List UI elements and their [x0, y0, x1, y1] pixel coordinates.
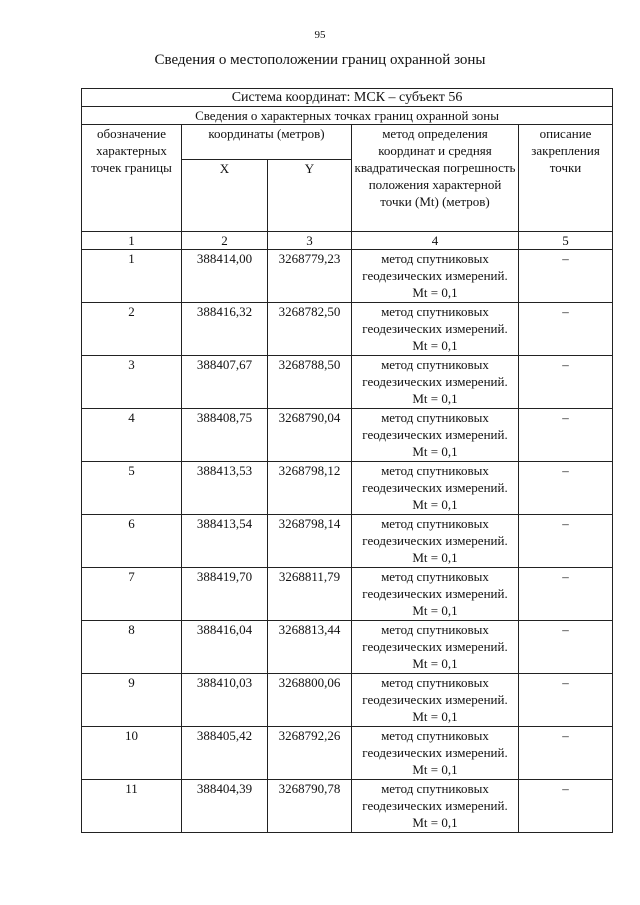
point-cell: 7 [82, 568, 182, 621]
y-coordinate-cell: 3268788,50 [268, 356, 352, 409]
column-number: 4 [352, 232, 519, 250]
description-cell: – [519, 621, 613, 674]
method-cell: метод спутниковых геодезических измерений. Mt = 0,1 [352, 621, 519, 674]
header-point: обозначение характерных точек границы [82, 125, 182, 232]
page-number: 95 [314, 29, 326, 41]
description-cell: – [519, 356, 613, 409]
table-subtitle-cell: Сведения о характерных точках границ охранной зоны [82, 107, 613, 125]
point-cell: 1 [82, 250, 182, 303]
table-row [82, 674, 613, 727]
description-cell: – [519, 462, 613, 515]
method-cell: метод спутниковых геодезических измерений. Mt = 0,1 [352, 356, 519, 409]
table-row [82, 780, 613, 833]
y-coordinate-cell: 3268790,04 [268, 409, 352, 462]
description-cell: – [519, 515, 613, 568]
description-cell: – [519, 727, 613, 780]
table-row [82, 727, 613, 780]
method-cell: метод спутниковых геодезических измерений. Mt = 0,1 [352, 727, 519, 780]
description-cell: – [519, 674, 613, 727]
header-description: описание закрепления точки [519, 125, 613, 232]
y-coordinate-cell: 3268811,79 [268, 568, 352, 621]
x-coordinate-cell: 388405,42 [182, 727, 268, 780]
point-cell: 2 [82, 303, 182, 356]
point-cell: 9 [82, 674, 182, 727]
y-coordinate-cell: 3268779,23 [268, 250, 352, 303]
header-x: X [182, 160, 268, 232]
method-cell: метод спутниковых геодезических измерений. Mt = 0,1 [352, 250, 519, 303]
header-coords: координаты (метров) [182, 125, 352, 160]
column-number: 5 [519, 232, 613, 250]
x-coordinate-cell: 388410,03 [182, 674, 268, 727]
y-coordinate-cell: 3268798,12 [268, 462, 352, 515]
header-method: метод определения координат и средняя квадратическая погрешность положения характерной точки (Mt) (метров) [352, 125, 519, 232]
y-coordinate-cell: 3268790,78 [268, 780, 352, 833]
x-coordinate-cell: 388416,32 [182, 303, 268, 356]
header-y: Y [268, 160, 352, 232]
column-number: 1 [82, 232, 182, 250]
table-row [82, 409, 613, 462]
column-number: 3 [268, 232, 352, 250]
description-cell: – [519, 250, 613, 303]
table-row [82, 250, 613, 303]
method-cell: метод спутниковых геодезических измерений. Mt = 0,1 [352, 462, 519, 515]
page-title: Сведения о местоположении границ охранной зоны [154, 52, 486, 68]
table-row [82, 303, 613, 356]
table-row [82, 621, 613, 674]
point-cell: 4 [82, 409, 182, 462]
column-number: 2 [182, 232, 268, 250]
x-coordinate-cell: 388414,00 [182, 250, 268, 303]
table-row [82, 462, 613, 515]
method-cell: метод спутниковых геодезических измерений. Mt = 0,1 [352, 303, 519, 356]
point-cell: 8 [82, 621, 182, 674]
x-coordinate-cell: 388419,70 [182, 568, 268, 621]
description-cell: – [519, 568, 613, 621]
method-cell: метод спутниковых геодезических измерений. Mt = 0,1 [352, 515, 519, 568]
method-cell: метод спутниковых геодезических измерений. Mt = 0,1 [352, 409, 519, 462]
x-coordinate-cell: 388404,39 [182, 780, 268, 833]
y-coordinate-cell: 3268813,44 [268, 621, 352, 674]
table-row [82, 515, 613, 568]
coordinates-table [81, 88, 613, 833]
point-cell: 10 [82, 727, 182, 780]
x-coordinate-cell: 388413,54 [182, 515, 268, 568]
x-coordinate-cell: 388413,53 [182, 462, 268, 515]
description-cell: – [519, 409, 613, 462]
method-cell: метод спутниковых геодезических измерений. Mt = 0,1 [352, 780, 519, 833]
description-cell: – [519, 303, 613, 356]
description-cell: – [519, 780, 613, 833]
table-row [82, 356, 613, 409]
point-cell: 11 [82, 780, 182, 833]
x-coordinate-cell: 388416,04 [182, 621, 268, 674]
table-row [82, 568, 613, 621]
x-coordinate-cell: 388408,75 [182, 409, 268, 462]
y-coordinate-cell: 3268792,26 [268, 727, 352, 780]
point-cell: 3 [82, 356, 182, 409]
y-coordinate-cell: 3268800,06 [268, 674, 352, 727]
point-cell: 6 [82, 515, 182, 568]
coordinate-system-cell: Система координат: МСК – субъект 56 [82, 89, 613, 107]
point-cell: 5 [82, 462, 182, 515]
column-numbers-row [82, 232, 613, 250]
method-cell: метод спутниковых геодезических измерений. Mt = 0,1 [352, 568, 519, 621]
y-coordinate-cell: 3268782,50 [268, 303, 352, 356]
method-cell: метод спутниковых геодезических измерений. Mt = 0,1 [352, 674, 519, 727]
x-coordinate-cell: 388407,67 [182, 356, 268, 409]
y-coordinate-cell: 3268798,14 [268, 515, 352, 568]
